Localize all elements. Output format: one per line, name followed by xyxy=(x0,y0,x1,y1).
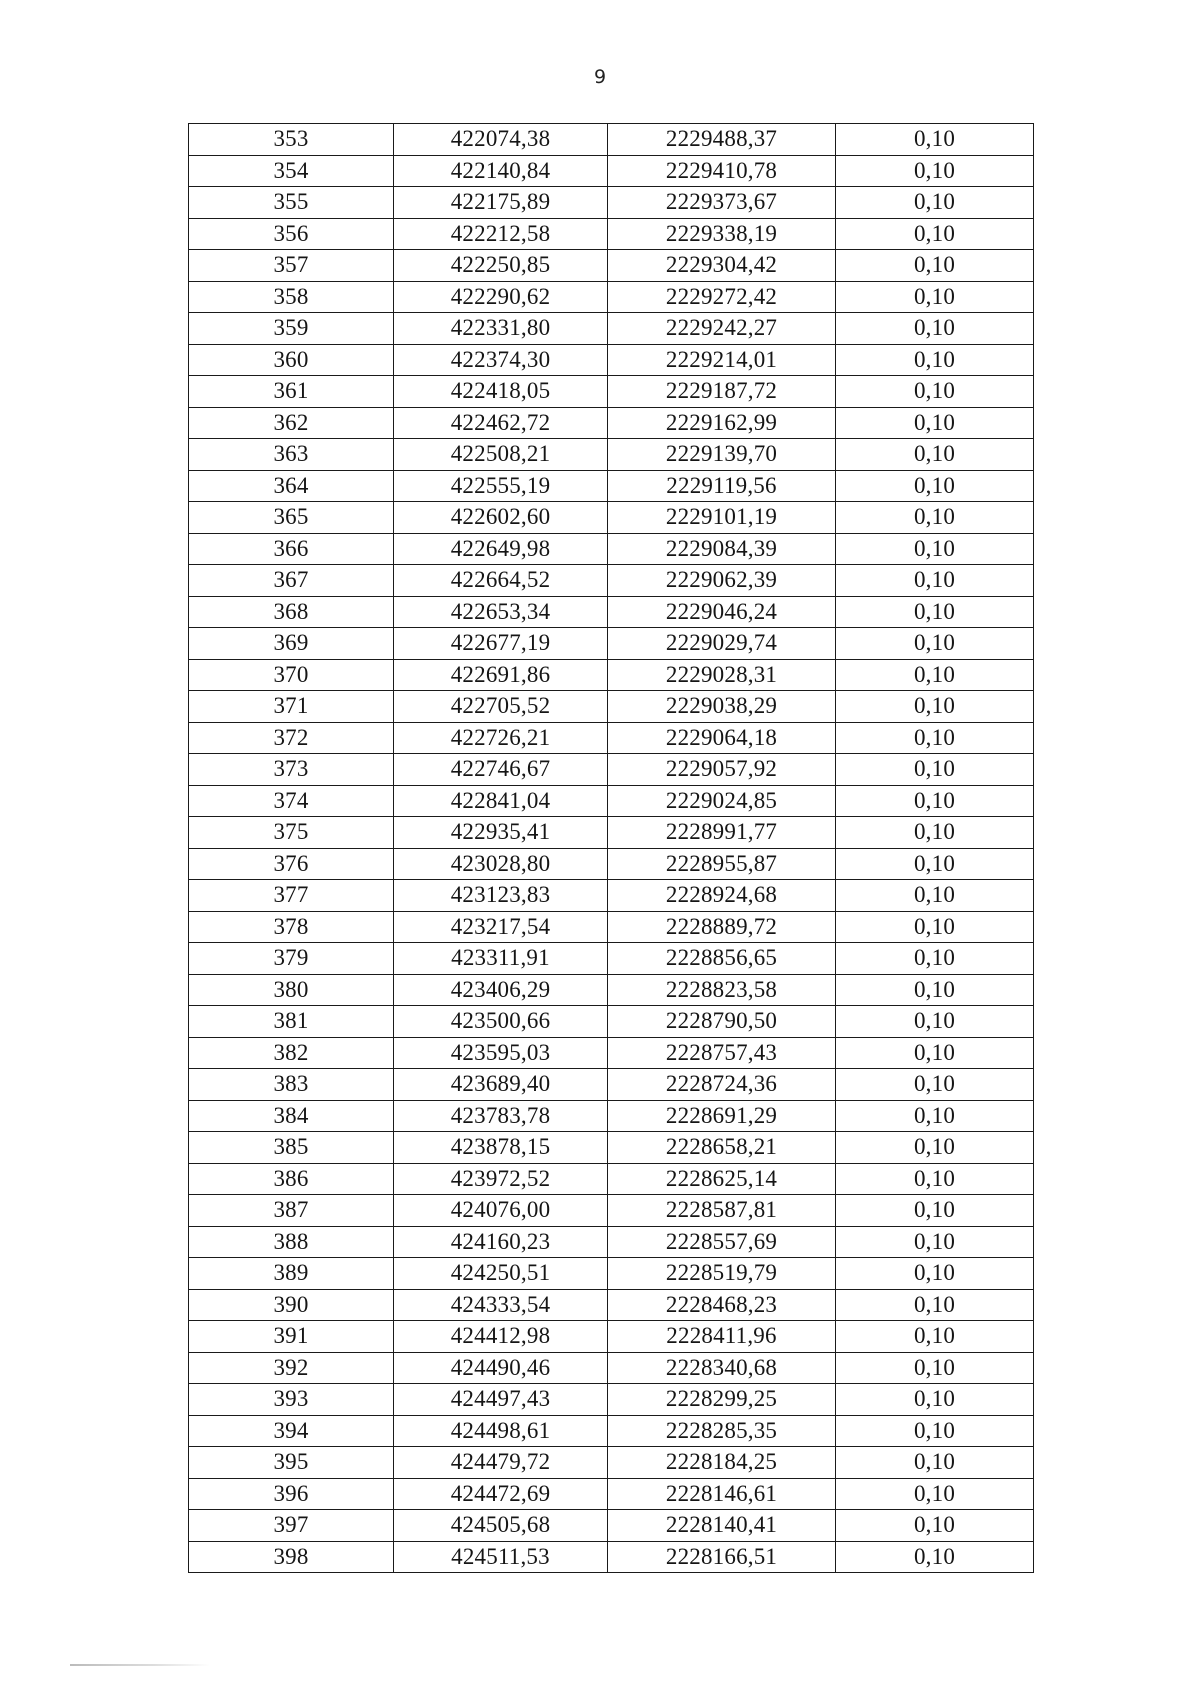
x-coordinate-cell: 422508,21 xyxy=(394,439,608,471)
accuracy-cell: 0,10 xyxy=(836,281,1034,313)
y-coordinate-cell: 2228557,69 xyxy=(608,1226,836,1258)
page-number: 9 xyxy=(593,66,607,88)
point-number-cell: 368 xyxy=(189,596,394,628)
table-row xyxy=(189,1541,1034,1573)
point-number-cell: 381 xyxy=(189,1006,394,1038)
point-number-cell: 370 xyxy=(189,659,394,691)
y-coordinate-cell: 2228625,14 xyxy=(608,1163,836,1195)
accuracy-cell: 0,10 xyxy=(836,943,1034,975)
x-coordinate-cell: 423783,78 xyxy=(394,1100,608,1132)
coordinates-table xyxy=(188,123,1034,1573)
y-coordinate-cell: 2228587,81 xyxy=(608,1195,836,1227)
table-row xyxy=(189,1037,1034,1069)
y-coordinate-cell: 2228184,25 xyxy=(608,1447,836,1479)
point-number-cell: 384 xyxy=(189,1100,394,1132)
y-coordinate-cell: 2229187,72 xyxy=(608,376,836,408)
accuracy-cell: 0,10 xyxy=(836,1321,1034,1353)
table-row xyxy=(189,344,1034,376)
x-coordinate-cell: 422691,86 xyxy=(394,659,608,691)
table-row xyxy=(189,628,1034,660)
x-coordinate-cell: 423500,66 xyxy=(394,1006,608,1038)
accuracy-cell: 0,10 xyxy=(836,187,1034,219)
y-coordinate-cell: 2228691,29 xyxy=(608,1100,836,1132)
x-coordinate-cell: 422418,05 xyxy=(394,376,608,408)
y-coordinate-cell: 2229338,19 xyxy=(608,218,836,250)
y-coordinate-cell: 2228924,68 xyxy=(608,880,836,912)
table-row xyxy=(189,1415,1034,1447)
point-number-cell: 378 xyxy=(189,911,394,943)
y-coordinate-cell: 2228140,41 xyxy=(608,1510,836,1542)
point-number-cell: 395 xyxy=(189,1447,394,1479)
table-row xyxy=(189,659,1034,691)
accuracy-cell: 0,10 xyxy=(836,313,1034,345)
accuracy-cell: 0,10 xyxy=(836,407,1034,439)
y-coordinate-cell: 2229024,85 xyxy=(608,785,836,817)
point-number-cell: 374 xyxy=(189,785,394,817)
table-row xyxy=(189,187,1034,219)
table-row xyxy=(189,124,1034,156)
table-row xyxy=(189,754,1034,786)
accuracy-cell: 0,10 xyxy=(836,439,1034,471)
y-coordinate-cell: 2228299,25 xyxy=(608,1384,836,1416)
x-coordinate-cell: 422462,72 xyxy=(394,407,608,439)
x-coordinate-cell: 423311,91 xyxy=(394,943,608,975)
point-number-cell: 366 xyxy=(189,533,394,565)
scan-artifact-line xyxy=(70,1664,210,1666)
y-coordinate-cell: 2229029,74 xyxy=(608,628,836,660)
x-coordinate-cell: 422677,19 xyxy=(394,628,608,660)
y-coordinate-cell: 2229064,18 xyxy=(608,722,836,754)
table-row xyxy=(189,848,1034,880)
point-number-cell: 382 xyxy=(189,1037,394,1069)
table-row xyxy=(189,281,1034,313)
accuracy-cell: 0,10 xyxy=(836,124,1034,156)
y-coordinate-cell: 2229214,01 xyxy=(608,344,836,376)
x-coordinate-cell: 424333,54 xyxy=(394,1289,608,1321)
x-coordinate-cell: 422746,67 xyxy=(394,754,608,786)
accuracy-cell: 0,10 xyxy=(836,1510,1034,1542)
table-row xyxy=(189,817,1034,849)
y-coordinate-cell: 2229101,19 xyxy=(608,502,836,534)
accuracy-cell: 0,10 xyxy=(836,1226,1034,1258)
x-coordinate-cell: 422935,41 xyxy=(394,817,608,849)
table-row xyxy=(189,1006,1034,1038)
point-number-cell: 358 xyxy=(189,281,394,313)
point-number-cell: 375 xyxy=(189,817,394,849)
y-coordinate-cell: 2229373,67 xyxy=(608,187,836,219)
point-number-cell: 369 xyxy=(189,628,394,660)
y-coordinate-cell: 2228757,43 xyxy=(608,1037,836,1069)
x-coordinate-cell: 423123,83 xyxy=(394,880,608,912)
x-coordinate-cell: 423028,80 xyxy=(394,848,608,880)
x-coordinate-cell: 422212,58 xyxy=(394,218,608,250)
point-number-cell: 379 xyxy=(189,943,394,975)
table-row xyxy=(189,407,1034,439)
point-number-cell: 380 xyxy=(189,974,394,1006)
x-coordinate-cell: 424076,00 xyxy=(394,1195,608,1227)
point-number-cell: 376 xyxy=(189,848,394,880)
table-row xyxy=(189,943,1034,975)
x-coordinate-cell: 424250,51 xyxy=(394,1258,608,1290)
table-row xyxy=(189,439,1034,471)
point-number-cell: 385 xyxy=(189,1132,394,1164)
x-coordinate-cell: 424498,61 xyxy=(394,1415,608,1447)
accuracy-cell: 0,10 xyxy=(836,1352,1034,1384)
point-number-cell: 353 xyxy=(189,124,394,156)
table-row xyxy=(189,502,1034,534)
table-row xyxy=(189,1163,1034,1195)
x-coordinate-cell: 424505,68 xyxy=(394,1510,608,1542)
accuracy-cell: 0,10 xyxy=(836,911,1034,943)
point-number-cell: 357 xyxy=(189,250,394,282)
y-coordinate-cell: 2228889,72 xyxy=(608,911,836,943)
table-row xyxy=(189,250,1034,282)
y-coordinate-cell: 2228285,35 xyxy=(608,1415,836,1447)
point-number-cell: 364 xyxy=(189,470,394,502)
accuracy-cell: 0,10 xyxy=(836,218,1034,250)
point-number-cell: 373 xyxy=(189,754,394,786)
table-row xyxy=(189,155,1034,187)
accuracy-cell: 0,10 xyxy=(836,565,1034,597)
table-row xyxy=(189,1447,1034,1479)
x-coordinate-cell: 424511,53 xyxy=(394,1541,608,1573)
table-row xyxy=(189,1069,1034,1101)
accuracy-cell: 0,10 xyxy=(836,533,1034,565)
point-number-cell: 356 xyxy=(189,218,394,250)
accuracy-cell: 0,10 xyxy=(836,250,1034,282)
point-number-cell: 398 xyxy=(189,1541,394,1573)
table-row xyxy=(189,691,1034,723)
point-number-cell: 367 xyxy=(189,565,394,597)
accuracy-cell: 0,10 xyxy=(836,1163,1034,1195)
y-coordinate-cell: 2228790,50 xyxy=(608,1006,836,1038)
accuracy-cell: 0,10 xyxy=(836,1132,1034,1164)
table-row xyxy=(189,1132,1034,1164)
table-row xyxy=(189,1195,1034,1227)
table-row xyxy=(189,470,1034,502)
point-number-cell: 359 xyxy=(189,313,394,345)
point-number-cell: 383 xyxy=(189,1069,394,1101)
point-number-cell: 394 xyxy=(189,1415,394,1447)
accuracy-cell: 0,10 xyxy=(836,1415,1034,1447)
accuracy-cell: 0,10 xyxy=(836,502,1034,534)
accuracy-cell: 0,10 xyxy=(836,880,1034,912)
table-row xyxy=(189,596,1034,628)
accuracy-cell: 0,10 xyxy=(836,1541,1034,1573)
x-coordinate-cell: 423217,54 xyxy=(394,911,608,943)
coordinates-table-body xyxy=(189,124,1034,1573)
y-coordinate-cell: 2228991,77 xyxy=(608,817,836,849)
table-row xyxy=(189,1258,1034,1290)
y-coordinate-cell: 2229162,99 xyxy=(608,407,836,439)
x-coordinate-cell: 422705,52 xyxy=(394,691,608,723)
table-row xyxy=(189,1478,1034,1510)
table-row xyxy=(189,533,1034,565)
accuracy-cell: 0,10 xyxy=(836,722,1034,754)
accuracy-cell: 0,10 xyxy=(836,1037,1034,1069)
table-row xyxy=(189,1226,1034,1258)
point-number-cell: 365 xyxy=(189,502,394,534)
accuracy-cell: 0,10 xyxy=(836,659,1034,691)
point-number-cell: 396 xyxy=(189,1478,394,1510)
table-row xyxy=(189,974,1034,1006)
x-coordinate-cell: 423689,40 xyxy=(394,1069,608,1101)
x-coordinate-cell: 424497,43 xyxy=(394,1384,608,1416)
x-coordinate-cell: 422653,34 xyxy=(394,596,608,628)
point-number-cell: 391 xyxy=(189,1321,394,1353)
y-coordinate-cell: 2228856,65 xyxy=(608,943,836,975)
y-coordinate-cell: 2229084,39 xyxy=(608,533,836,565)
x-coordinate-cell: 422602,60 xyxy=(394,502,608,534)
x-coordinate-cell: 424490,46 xyxy=(394,1352,608,1384)
x-coordinate-cell: 422726,21 xyxy=(394,722,608,754)
point-number-cell: 397 xyxy=(189,1510,394,1542)
accuracy-cell: 0,10 xyxy=(836,376,1034,408)
y-coordinate-cell: 2228166,51 xyxy=(608,1541,836,1573)
x-coordinate-cell: 423878,15 xyxy=(394,1132,608,1164)
x-coordinate-cell: 422140,84 xyxy=(394,155,608,187)
x-coordinate-cell: 422664,52 xyxy=(394,565,608,597)
accuracy-cell: 0,10 xyxy=(836,1195,1034,1227)
x-coordinate-cell: 424412,98 xyxy=(394,1321,608,1353)
point-number-cell: 362 xyxy=(189,407,394,439)
x-coordinate-cell: 422649,98 xyxy=(394,533,608,565)
point-number-cell: 392 xyxy=(189,1352,394,1384)
table-row xyxy=(189,376,1034,408)
point-number-cell: 388 xyxy=(189,1226,394,1258)
y-coordinate-cell: 2228519,79 xyxy=(608,1258,836,1290)
point-number-cell: 393 xyxy=(189,1384,394,1416)
table-row xyxy=(189,565,1034,597)
accuracy-cell: 0,10 xyxy=(836,1006,1034,1038)
table-row xyxy=(189,218,1034,250)
accuracy-cell: 0,10 xyxy=(836,596,1034,628)
point-number-cell: 372 xyxy=(189,722,394,754)
point-number-cell: 354 xyxy=(189,155,394,187)
y-coordinate-cell: 2229038,29 xyxy=(608,691,836,723)
y-coordinate-cell: 2229046,24 xyxy=(608,596,836,628)
accuracy-cell: 0,10 xyxy=(836,848,1034,880)
point-number-cell: 371 xyxy=(189,691,394,723)
point-number-cell: 377 xyxy=(189,880,394,912)
point-number-cell: 360 xyxy=(189,344,394,376)
point-number-cell: 387 xyxy=(189,1195,394,1227)
x-coordinate-cell: 423406,29 xyxy=(394,974,608,1006)
accuracy-cell: 0,10 xyxy=(836,785,1034,817)
accuracy-cell: 0,10 xyxy=(836,1258,1034,1290)
accuracy-cell: 0,10 xyxy=(836,470,1034,502)
table-row xyxy=(189,1321,1034,1353)
point-number-cell: 390 xyxy=(189,1289,394,1321)
accuracy-cell: 0,10 xyxy=(836,1289,1034,1321)
table-row xyxy=(189,1510,1034,1542)
y-coordinate-cell: 2228658,21 xyxy=(608,1132,836,1164)
y-coordinate-cell: 2229242,27 xyxy=(608,313,836,345)
x-coordinate-cell: 424479,72 xyxy=(394,1447,608,1479)
x-coordinate-cell: 422555,19 xyxy=(394,470,608,502)
x-coordinate-cell: 424472,69 xyxy=(394,1478,608,1510)
x-coordinate-cell: 422290,62 xyxy=(394,281,608,313)
y-coordinate-cell: 2229028,31 xyxy=(608,659,836,691)
x-coordinate-cell: 422841,04 xyxy=(394,785,608,817)
table-row xyxy=(189,880,1034,912)
x-coordinate-cell: 422074,38 xyxy=(394,124,608,156)
table-row xyxy=(189,1352,1034,1384)
accuracy-cell: 0,10 xyxy=(836,1478,1034,1510)
table-row xyxy=(189,722,1034,754)
x-coordinate-cell: 424160,23 xyxy=(394,1226,608,1258)
y-coordinate-cell: 2229139,70 xyxy=(608,439,836,471)
accuracy-cell: 0,10 xyxy=(836,628,1034,660)
table-row xyxy=(189,1384,1034,1416)
point-number-cell: 355 xyxy=(189,187,394,219)
y-coordinate-cell: 2228468,23 xyxy=(608,1289,836,1321)
accuracy-cell: 0,10 xyxy=(836,817,1034,849)
y-coordinate-cell: 2228340,68 xyxy=(608,1352,836,1384)
accuracy-cell: 0,10 xyxy=(836,691,1034,723)
accuracy-cell: 0,10 xyxy=(836,1384,1034,1416)
point-number-cell: 363 xyxy=(189,439,394,471)
y-coordinate-cell: 2228955,87 xyxy=(608,848,836,880)
table-row xyxy=(189,911,1034,943)
y-coordinate-cell: 2229272,42 xyxy=(608,281,836,313)
table-row xyxy=(189,1289,1034,1321)
y-coordinate-cell: 2229062,39 xyxy=(608,565,836,597)
x-coordinate-cell: 422175,89 xyxy=(394,187,608,219)
accuracy-cell: 0,10 xyxy=(836,155,1034,187)
x-coordinate-cell: 423595,03 xyxy=(394,1037,608,1069)
accuracy-cell: 0,10 xyxy=(836,1069,1034,1101)
point-number-cell: 386 xyxy=(189,1163,394,1195)
y-coordinate-cell: 2229057,92 xyxy=(608,754,836,786)
accuracy-cell: 0,10 xyxy=(836,974,1034,1006)
table-row xyxy=(189,313,1034,345)
y-coordinate-cell: 2229488,37 xyxy=(608,124,836,156)
y-coordinate-cell: 2229119,56 xyxy=(608,470,836,502)
accuracy-cell: 0,10 xyxy=(836,1447,1034,1479)
y-coordinate-cell: 2228411,96 xyxy=(608,1321,836,1353)
x-coordinate-cell: 422331,80 xyxy=(394,313,608,345)
accuracy-cell: 0,10 xyxy=(836,1100,1034,1132)
x-coordinate-cell: 423972,52 xyxy=(394,1163,608,1195)
point-number-cell: 361 xyxy=(189,376,394,408)
accuracy-cell: 0,10 xyxy=(836,344,1034,376)
y-coordinate-cell: 2228823,58 xyxy=(608,974,836,1006)
x-coordinate-cell: 422374,30 xyxy=(394,344,608,376)
y-coordinate-cell: 2228146,61 xyxy=(608,1478,836,1510)
accuracy-cell: 0,10 xyxy=(836,754,1034,786)
point-number-cell: 389 xyxy=(189,1258,394,1290)
x-coordinate-cell: 422250,85 xyxy=(394,250,608,282)
table-row xyxy=(189,1100,1034,1132)
y-coordinate-cell: 2228724,36 xyxy=(608,1069,836,1101)
table-row xyxy=(189,785,1034,817)
y-coordinate-cell: 2229304,42 xyxy=(608,250,836,282)
y-coordinate-cell: 2229410,78 xyxy=(608,155,836,187)
